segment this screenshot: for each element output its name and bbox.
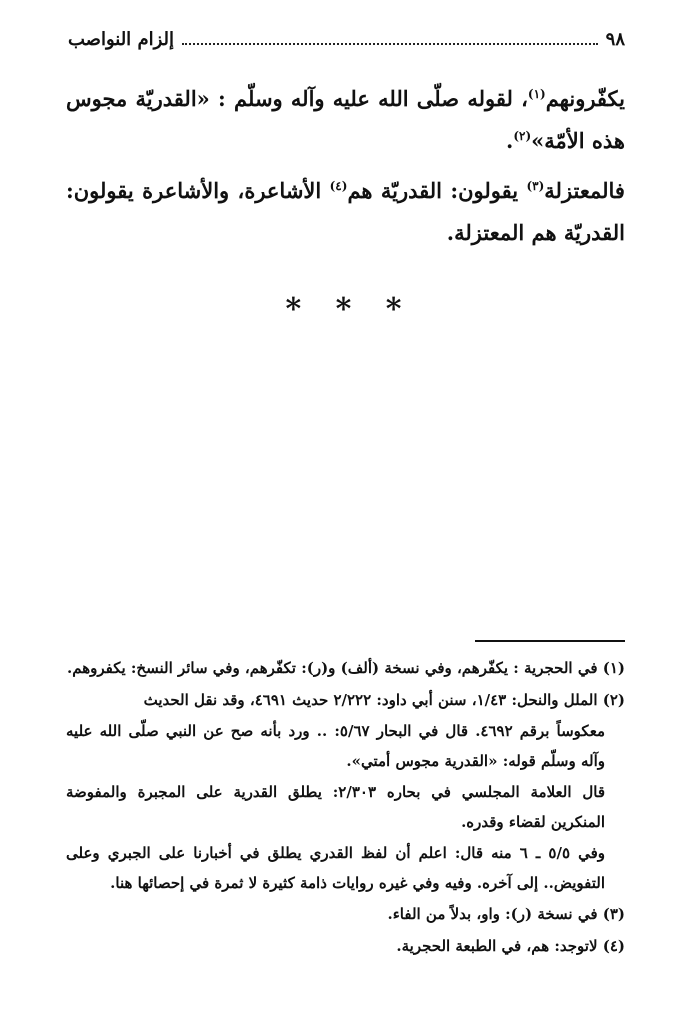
footnote-3: (٣) في نسخة (ر): واو، بدلاً من الفاء. xyxy=(387,905,625,923)
footnote-2: (٢) الملل والنحل: ١/٤٣، سنن أبي داود: ٢/٢٢٢ حديث ٤٦٩١، وقد نقل الحديث xyxy=(143,690,625,709)
footnote-ref-1: (١) xyxy=(527,87,546,101)
footnote-ref-3: (٣) xyxy=(526,179,545,193)
paragraph-1-text-a: يكفّرونهم xyxy=(545,86,625,111)
running-header xyxy=(68,24,625,54)
page-number: ٩٨ xyxy=(605,28,625,50)
footnote-2-majlisi: قال العلامة المجلسي في بحاره ٢/٣٠٣: يطلق القدرية على المجبرة والمفوضة المنكرين لقضاء وقدره. xyxy=(66,783,605,831)
paragraph-2-text-b: يقولون: القدريّة هم xyxy=(347,178,527,203)
paragraph-1-text-c: . xyxy=(506,128,514,153)
footnote-rule xyxy=(475,640,625,642)
footnote-2-further: وفي ٥/٥ ـ ٦ منه قال: اعلم أن لفظ القدري يطلق في أخبارنا على الجبري وعلى التفويض.. إلى آخره. وفيه وفي غيره روايات ذامة كثيرة لا ثمرة في إحصائها هنا. xyxy=(66,844,605,892)
paragraph-2-text-c: الأشاعرة، والأشاعرة يقولون: القدريّة هم المعتزلة. xyxy=(66,178,625,245)
footnote-ref-2: (٢) xyxy=(513,129,532,143)
footnote-2-continued: معكوساً برقم ٤٦٩٢. قال في البحار ٥/٦٧: .. ورد بأنه صح عن النبي صلّى الله عليه وآله وسلّم قوله: «القدرية مجوس أمتي». xyxy=(66,722,605,770)
paragraph-2 xyxy=(66,170,625,254)
footnote-ref-4: (٤) xyxy=(329,179,348,193)
paragraph-2-text-a: فالمعتزلة xyxy=(544,178,625,203)
paragraph-1-text-b: ، لقوله صلّى الله عليه وآله وسلّم : «القدريّة مجوس هذه الأمّة» xyxy=(66,86,625,153)
book-title: إلزام النواصب xyxy=(68,28,175,50)
footnote-4: (٤) لاتوجد: هم، في الطبعة الحجرية. xyxy=(396,936,625,955)
footnotes xyxy=(66,654,625,963)
main-text xyxy=(66,78,625,262)
header-dot-leader xyxy=(182,43,598,45)
paragraph-1 xyxy=(66,78,625,162)
section-separator: * * * xyxy=(285,292,414,327)
footnote-1: (١) في الحجرية : يكفّرهم، وفي نسخة (ألف) و(ر): تكفّرهم، وفي سائر النسخ: يكفروهم. xyxy=(66,659,625,677)
